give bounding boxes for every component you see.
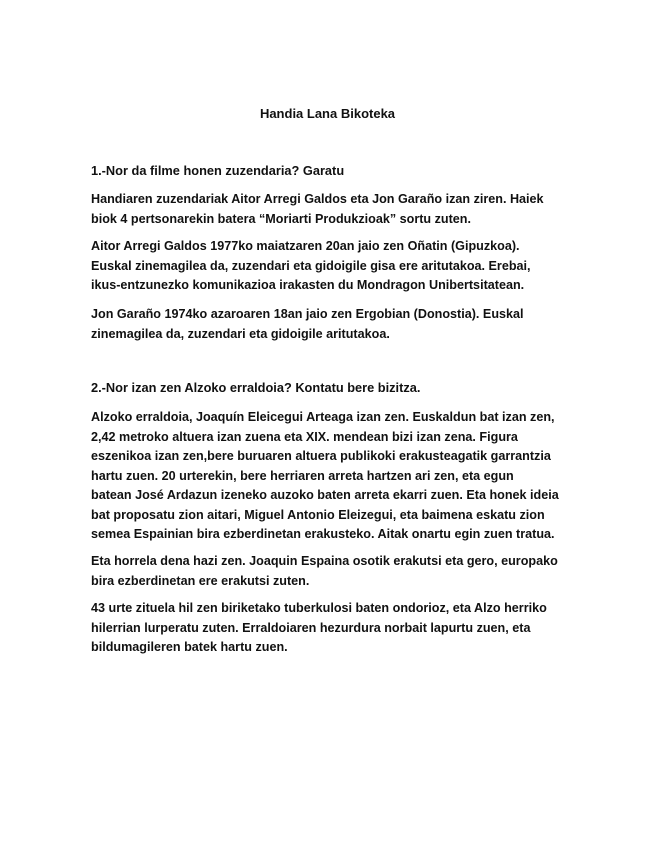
text-line: Jon Garaño 1974ko azaroaren 18an jaio zen Ergobian (Donostia). Euskal [91, 307, 524, 321]
text-line: Euskal zinemagilea da, zuzendari eta gidoigile gisa ere aritutakoa. Erebai, [91, 258, 531, 273]
section-2-paragraph-2 [91, 552, 571, 591]
text-line: hartu zuen. 20 urterekin, bere herriaren arreta hartzen ari zen, eta egun [91, 468, 514, 483]
section-1-heading: 1.-Nor da filme honen zuzendaria? Garatu [91, 163, 345, 178]
text-line: Alzoko erraldoia, Joaquín Eleicegui Arteaga izan zen. Euskaldun bat izan zen, [91, 410, 555, 424]
text-line: bira ezberdinetan ere erakutsi zuten. [91, 573, 310, 588]
text-line: bildumagileren batek hartu zuen. [91, 640, 288, 654]
text-line: zinemagilea da, zuzendari eta gidoigile aritutakoa. [91, 326, 390, 341]
text-line: 43 urte zituela hil zen biriketako tuberkulosi baten ondorioz, eta Alzo herriko [91, 601, 547, 615]
text-line: bat proposatu zion aitari, Miguel Antonio Eleizegui, eta baimena eskatu zion [91, 507, 545, 522]
text-line: batean José Ardazun izeneko auzoko baten arreta ekarri zuen. Eta honek ideia [91, 488, 559, 502]
text-line: semea Espainian bira ezberdinetan erakusteko. Aitak onartu egin zuen tratua. [91, 527, 555, 541]
section-2-paragraph-1 [91, 408, 571, 545]
document-title: Handia Lana Bikoteka [259, 106, 396, 121]
text-line: eszenikoa izan zen,bere buruaren altuera publikoki erakusteagatik garrantzia [91, 449, 551, 463]
text-line: biok 4 pertsonarekin batera “Moriarti Produkzioak” sortu zuten. [91, 211, 471, 226]
text-line: 2,42 metroko altuera izan zuena eta XIX. mendean bizi izan zena. Figura [91, 429, 518, 444]
section-2-paragraph-3 [91, 599, 571, 658]
text-line: hilerrian lurperatu zuten. Erraldoiaren hezurdura norbait lapurtu zuen, eta [91, 620, 531, 635]
text-line: Aitor Arregi Galdos 1977ko maiatzaren 20an jaio zen Oñatin (Gipuzkoa). [91, 239, 520, 253]
text-line: Eta horrela dena hazi zen. Joaquin Espaina osotik erakutsi eta gero, europako [91, 554, 558, 568]
section-1-paragraph-1 [91, 190, 571, 229]
section-1-paragraph-3 [91, 305, 571, 344]
section-1-paragraph-2 [91, 237, 571, 296]
text-line: ikus-entzunezko komunikazioa irakasten du Mondragon Unibertsitatean. [91, 278, 525, 292]
section-2-heading: 2.-Nor izan zen Alzoko erraldoia? Kontatu bere bizitza. [91, 380, 421, 395]
text-line: Handiaren zuzendariak Aitor Arregi Galdos eta Jon Garaño izan ziren. Haiek [91, 192, 544, 206]
